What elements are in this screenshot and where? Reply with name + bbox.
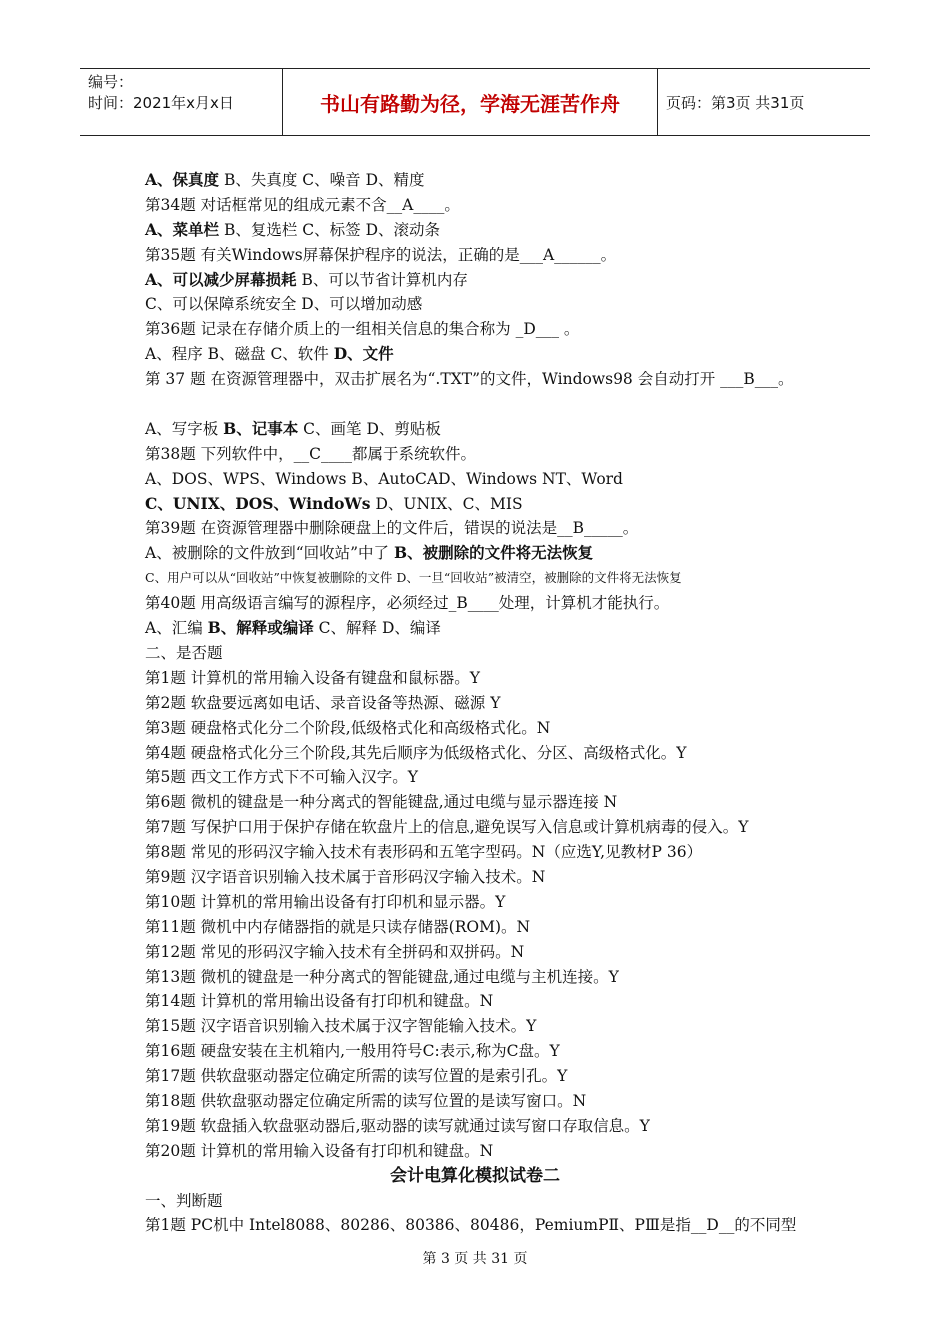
line-text: 第19题 软盘插入软盘驱动器后,驱动器的读写就通过读写窗口存取信息。Y — [145, 1116, 650, 1135]
line-text: C、画笔 D、剪贴板 — [298, 419, 441, 438]
text-line — [145, 616, 835, 641]
line-text: A、DOS、WPS、Windows B、AutoCAD、Windows NT、Word — [145, 469, 623, 488]
line-text: B、可以节省计算机内存 — [296, 270, 468, 289]
answer-option-highlighted: D、文件 — [333, 344, 394, 364]
serial-label: 编号： — [88, 73, 134, 91]
document-body — [145, 168, 835, 1238]
text-line — [145, 716, 835, 741]
line-text: 第39题 在资源管理器中删除硬盘上的文件后，错误的说法是__B_____。 — [145, 519, 639, 538]
line-text: 第20题 计算机的常用输入设备有打印机和键盘。N — [145, 1141, 494, 1160]
page-header — [80, 68, 870, 136]
line-text: 第36题 记录在存储介质上的一组相关信息的集合称为 _D___ 。 — [145, 320, 580, 339]
date-label: 时间：2021年x月x日 — [88, 94, 234, 112]
text-line — [145, 168, 835, 193]
text-line — [145, 1139, 835, 1164]
motto: 书山有路勤为径，学海无涯苦作舟 — [282, 69, 658, 135]
page-footer: 第 3 页 共 31 页 — [422, 1251, 528, 1267]
text-line — [145, 417, 835, 442]
answer-option-highlighted: B、记事本 — [223, 418, 299, 438]
line-text: A、写字板 — [145, 419, 224, 438]
text-line — [145, 1114, 835, 1139]
line-text: C、解释 D、编译 — [313, 619, 441, 638]
page-info: 页码：第3页 共31页 — [666, 93, 805, 112]
line-text: 第9题 汉字语音识别输入技术属于音形码汉字输入技术。N — [145, 867, 546, 886]
line-text: 第3题 硬盘格式化分二个阶段,低级格式化和高级格式化。N — [145, 718, 551, 737]
answer-option-highlighted: A、保真度 — [145, 170, 220, 189]
line-text: A、汇编 — [145, 619, 208, 638]
text-line — [145, 292, 835, 317]
line-text: B、失真度 C、噪音 D、精度 — [219, 171, 425, 189]
text-line — [145, 965, 835, 990]
text-line — [145, 815, 835, 840]
answer-option-highlighted: B、解释或编译 — [207, 618, 314, 638]
text-line — [145, 691, 835, 716]
text-line — [145, 1189, 835, 1214]
line-text: 第12题 常见的形码汉字输入技术有全拼码和双拼码。N — [145, 942, 525, 961]
answer-option-highlighted: C、UNIX、DOS、WindoWs — [145, 493, 371, 513]
header-left-cell — [80, 69, 282, 135]
line-text: C、用户可以从“回收站”中恢复被删除的文件 D、一旦“回收站”被清空，被删除的文件将无法恢复 — [145, 570, 682, 586]
section-title — [145, 1164, 835, 1189]
line-text: 第1题 计算机的常用输入设备有键盘和鼠标器。Y — [145, 668, 481, 687]
text-line — [145, 1089, 835, 1114]
line-text: A、程序 B、磁盘 C、软件 — [145, 345, 334, 364]
line-text: 第8题 常见的形码汉字输入技术有表形码和五笔字型码。N（应选Y,见教材P 36） — [145, 843, 703, 862]
line-text: 会计电算化模拟试卷二 — [390, 1165, 560, 1186]
text-line — [145, 765, 835, 790]
line-text: A、被删除的文件放到“回收站”中了 — [145, 544, 394, 563]
answer-option-highlighted: A、可以减少屏幕损耗 — [145, 269, 297, 289]
text-line — [145, 741, 835, 766]
text-line — [145, 317, 835, 342]
text-line — [145, 915, 835, 940]
line-text: 第6题 微机的键盘是一种分离式的智能键盘,通过电缆与显示器连接 N — [145, 793, 618, 812]
text-line — [145, 865, 835, 890]
text-line — [145, 243, 835, 268]
line-text: 第14题 计算机的常用输出设备有打印机和键盘。N — [145, 992, 494, 1011]
line-text: 第34题 对话框常见的组成元素不含__A____。 — [145, 195, 460, 214]
text-line — [145, 1039, 835, 1064]
line-text: 第13题 微机的键盘是一种分离式的智能键盘,通过电缆与主机连接。Y — [145, 967, 619, 986]
line-text: 第5题 西文工作方式下不可输入汉字。Y — [145, 768, 419, 787]
line-text: 第40题 用高级语言编写的源程序，必须经过_B____处理，计算机才能执行。 — [145, 594, 670, 613]
text-line — [145, 666, 835, 691]
line-text: 第2题 软盘要远离如电话、录音设备等热源、磁源 Y — [145, 693, 501, 712]
line-text: 第18题 供软盘驱动器定位确定所需的读写位置的是读写窗口。N — [145, 1091, 587, 1110]
text-line — [145, 516, 835, 541]
line-text: 第11题 微机中内存储器指的就是只读存储器(ROM)。N — [145, 917, 531, 936]
text-line — [145, 641, 835, 666]
line-text: 第15题 汉字语音识别输入技术属于汉字智能输入技术。Y — [145, 1017, 537, 1036]
text-line — [145, 342, 835, 367]
line-text: 第1题 PC机中 Intel8088、80286、80386、80486，PemiumPⅡ、PⅢ是指__D__的不同型 — [145, 1216, 797, 1235]
line-text: 二、是否题 — [145, 643, 223, 662]
line-text: 第 37 题 在资源管理器中，双击扩展名为“.TXT”的文件，Windows98 会自动打开 ___B___。 — [145, 370, 794, 389]
line-text: 第17题 供软盘驱动器定位确定所需的读写位置的是索引孔。Y — [145, 1067, 568, 1086]
line-text: 第16题 硬盘安装在主机箱内,一般用符号C:表示,称为C盘。Y — [145, 1042, 560, 1061]
text-line — [145, 268, 835, 293]
text-line — [145, 467, 835, 492]
text-line — [145, 591, 835, 616]
text-line — [145, 790, 835, 815]
text-line — [145, 367, 835, 417]
text-line — [145, 890, 835, 915]
text-line — [145, 218, 835, 243]
line-text: 第4题 硬盘格式化分三个阶段,其先后顺序为低级格式化、分区、高级格式化。Y — [145, 743, 687, 762]
line-text: C、可以保障系统安全 D、可以增加动感 — [145, 295, 423, 314]
line-text: D、UNIX、C、MIS — [370, 494, 523, 513]
text-line — [145, 940, 835, 965]
line-text: B、复选栏 C、标签 D、滚动条 — [219, 220, 440, 239]
answer-option-highlighted: A、菜单栏 — [145, 219, 220, 239]
text-line — [145, 193, 835, 218]
text-line — [145, 1213, 835, 1238]
text-line — [145, 840, 835, 865]
line-text: 第35题 有关Windows屏幕保护程序的说法，正确的是___A______。 — [145, 245, 617, 264]
text-line — [145, 566, 835, 591]
answer-option-highlighted: B、被删除的文件将无法恢复 — [393, 543, 594, 563]
text-line — [145, 989, 835, 1014]
text-line — [145, 442, 835, 467]
text-line — [145, 541, 835, 566]
text-line — [145, 1064, 835, 1089]
line-text: 第7题 写保护口用于保护存储在软盘片上的信息,避免误写入信息或计算机病毒的侵入。Y — [145, 818, 749, 837]
text-line — [145, 1014, 835, 1039]
line-text: 第10题 计算机的常用输出设备有打印机和显示器。Y — [145, 892, 506, 911]
line-text: 第38题 下列软件中，__C____都属于系统软件。 — [145, 444, 477, 463]
line-text: 一、判断题 — [145, 1191, 223, 1210]
text-line — [145, 492, 835, 517]
